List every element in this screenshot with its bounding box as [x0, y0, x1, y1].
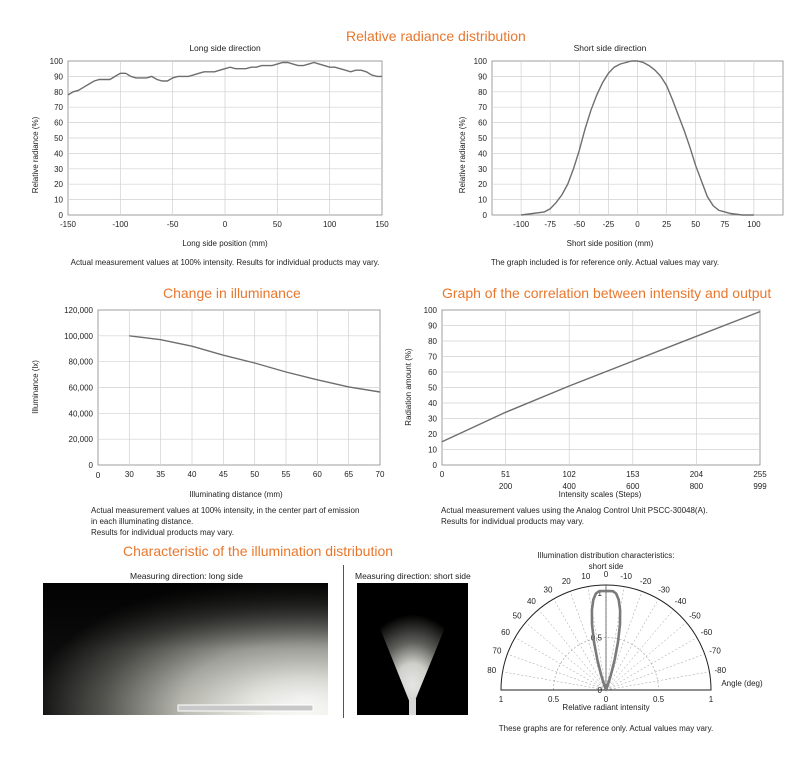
y-tick-label: 40	[428, 399, 437, 408]
x-tick-label: 0	[222, 220, 228, 229]
polar-x-label: Relative radiant intensity	[562, 703, 650, 712]
polar-angle-label: -10	[620, 571, 632, 581]
y-axis-label: Radiation amount (%)	[404, 348, 413, 426]
short-note: The graph included is for reference only. Actual values may vary.	[490, 258, 720, 267]
x-tick-label: 35	[156, 470, 166, 479]
x-tick-label: -50	[166, 220, 179, 229]
y-axis-label: Relative radiance (%)	[458, 116, 467, 194]
polar-radial-tick: 0.5	[547, 695, 560, 704]
polar-angle-label: 10	[581, 571, 591, 581]
x-tick-label: 60	[312, 470, 322, 479]
long-side-chart	[0, 40, 400, 280]
y-tick-label: 70	[428, 352, 437, 362]
y-tick-label: 120,000	[64, 306, 93, 315]
x-tick-label: -100	[112, 220, 129, 229]
chart-title: Short side direction	[573, 43, 647, 53]
polar-angle-label: -20	[639, 576, 652, 586]
y-tick-label: 100	[473, 57, 487, 66]
polar-angle-label: -30	[658, 585, 670, 595]
y-tick-label: 40,000	[68, 409, 93, 419]
y-tick-label: 80	[428, 337, 437, 346]
y-tick-label: 90	[478, 72, 487, 82]
x-tick-label: 153	[626, 470, 640, 479]
y-tick-label: 60	[54, 118, 63, 128]
y-tick-label: 70	[54, 103, 63, 113]
y-axis-label: Relative radiance (%)	[31, 116, 40, 194]
illuminance-section-title: Change in illuminance	[163, 285, 301, 301]
polar-vertical-tick: 0	[597, 686, 602, 695]
y-tick-label: 0	[58, 211, 63, 220]
polar-angle-label: 20	[561, 576, 571, 586]
y-tick-label: 10	[54, 195, 63, 205]
x-axis-label: Illuminating distance (mm)	[189, 490, 283, 499]
x-tick-label: 70	[375, 470, 385, 479]
y-tick-label: 100,000	[64, 331, 93, 341]
polar-note: These graphs are for reference only. Actual values may vary.	[498, 724, 714, 733]
polar-angle-label: 40	[526, 597, 536, 607]
y-tick-label: 40	[54, 149, 63, 159]
polar-radial-tick: 1	[498, 695, 504, 704]
polar-title: Illumination distribution characteristics:	[537, 551, 675, 560]
distribution-section-title: Characteristic of the illumination distribution	[123, 543, 394, 559]
polar-angle-label: -80	[714, 665, 727, 675]
x-tick-label: 100	[322, 220, 337, 229]
x-tick-label: 55	[281, 470, 291, 479]
polar-angle-label: 80	[487, 665, 497, 675]
angle-axis-label: Angle (deg)	[721, 679, 763, 688]
polar-angle-label: 70	[492, 646, 502, 656]
polar-angle-label: -70	[709, 646, 721, 656]
short-side-photo	[357, 583, 468, 715]
y-tick-label: 10	[428, 445, 437, 455]
x-tick-label: 150	[375, 220, 389, 229]
y-tick-label: 50	[428, 383, 437, 393]
x-axis-label: Long side position (mm)	[182, 239, 268, 248]
polar-radial-tick: 0.5	[652, 695, 665, 704]
x-tick-secondary-label: 600	[626, 482, 640, 491]
polar-chart	[480, 548, 800, 758]
y-tick-label: 70	[478, 103, 487, 113]
y-tick-label: 90	[54, 72, 63, 82]
x-tick-label: 25	[662, 220, 672, 229]
y-tick-label: 60,000	[68, 383, 93, 393]
y-tick-label: 20	[54, 180, 63, 190]
y-tick-label: 20	[478, 180, 487, 190]
y-tick-label: 50	[478, 134, 487, 143]
y-tick-label: 20	[428, 430, 437, 439]
short-photo-label: Measuring direction: short side	[355, 571, 471, 581]
x-tick-label: 45	[218, 470, 228, 479]
polar-angle-line	[507, 654, 606, 690]
y-tick-label: 0	[482, 211, 487, 220]
x-tick-label: 75	[720, 220, 730, 229]
polar-angle-label: 0	[603, 570, 609, 579]
y-tick-label: 30	[428, 414, 437, 424]
x-tick-label: 50	[691, 220, 701, 229]
x-tick-label: -25	[602, 220, 615, 229]
polar-angle-line	[554, 599, 607, 690]
illuminance-chart	[0, 300, 400, 500]
polar-vertical-tick: 0.5	[590, 633, 602, 643]
y-tick-label: 50	[54, 134, 63, 143]
y-tick-label: 10	[478, 195, 487, 205]
x-tick-secondary-label: 999	[753, 482, 767, 491]
polar-angle-label: -60	[700, 628, 713, 637]
x-tick-secondary-label: 800	[689, 482, 704, 491]
x-tick-label: 0	[635, 220, 640, 229]
illuminance-note: Actual measurement values at 100% intensity, in the center part of emission in each illuminating distance. Results for individual products may vary.	[91, 506, 360, 537]
x-tick-label: 255	[753, 470, 767, 479]
radiance-section-title: Relative radiance distribution	[346, 28, 526, 44]
photo-divider	[343, 565, 344, 718]
x-axis-label: Short side position (mm)	[566, 239, 654, 248]
x-tick-label: 102	[562, 470, 576, 479]
x-tick-label: 51	[501, 470, 511, 479]
polar-angle-line	[606, 654, 705, 690]
polar-angle-label: -40	[674, 597, 687, 607]
long-photo-label: Measuring direction: long side	[130, 571, 243, 581]
x-tick-label: 40	[187, 470, 197, 479]
correlation-note: Actual measurement values using the Analog Control Unit PSCC-30048(A). Results for individual products may vary.	[441, 506, 708, 526]
y-tick-label: 40	[478, 149, 487, 159]
y-tick-label: 60	[428, 368, 437, 377]
polar-angle-label: 50	[512, 611, 522, 621]
y-axis-label: Illuminance (lx)	[31, 360, 40, 414]
polar-subtitle: short side	[588, 562, 624, 571]
chart-title: Long side direction	[189, 43, 261, 53]
x-tick-label: -150	[59, 220, 77, 229]
x-tick-label: -100	[513, 220, 530, 229]
y-tick-label: 30	[478, 164, 487, 174]
y-tick-label: 80	[54, 87, 63, 97]
correlation-chart	[400, 300, 800, 500]
x-tick-label: 100	[747, 220, 761, 229]
polar-angle-label: 30	[543, 585, 553, 595]
polar-radial-tick: 1	[708, 695, 714, 704]
y-tick-label: 80	[478, 87, 487, 97]
y-tick-label: 80,000	[68, 357, 93, 367]
x-tick-label: 50	[250, 470, 260, 479]
y-tick-label: 90	[428, 321, 437, 331]
y-tick-label: 0	[88, 461, 93, 470]
polar-angle-label: -50	[689, 611, 701, 621]
y-tick-label: 20,000	[68, 435, 93, 445]
x-axis-label: Intensity scales (Steps)	[558, 490, 642, 499]
long-side-photo	[43, 583, 328, 715]
y-tick-label: 60	[478, 118, 487, 128]
y-tick-label: 30	[54, 164, 63, 174]
x-tick-label: -75	[544, 220, 556, 229]
long-note: Actual measurement values at 100% intensity. Results for individual products may vary.	[70, 258, 380, 267]
x-tick-label: -50	[573, 220, 586, 229]
x-tick-label: 204	[689, 470, 704, 479]
x-tick-label: 65	[344, 470, 354, 479]
short-side-chart	[430, 40, 800, 280]
x-tick-label: 0	[439, 470, 445, 479]
polar-angle-label: 60	[501, 628, 510, 637]
y-tick-label: 100	[423, 306, 437, 315]
x-tick-label: 30	[124, 470, 134, 479]
x-tick-secondary-label: 400	[562, 482, 576, 491]
polar-radial-tick: 0	[603, 695, 609, 704]
polar-angle-line	[515, 638, 606, 691]
x-tick-label: 50	[272, 220, 282, 229]
correlation-section-title: Graph of the correlation between intensity and output	[442, 285, 772, 301]
y-tick-label: 0	[432, 461, 437, 470]
x-tick-secondary-label: 200	[498, 482, 513, 491]
x-tick-label: 0	[95, 471, 101, 480]
series-line	[442, 312, 760, 442]
polar-vertical-tick: 1	[597, 589, 602, 598]
y-tick-label: 100	[49, 57, 63, 66]
